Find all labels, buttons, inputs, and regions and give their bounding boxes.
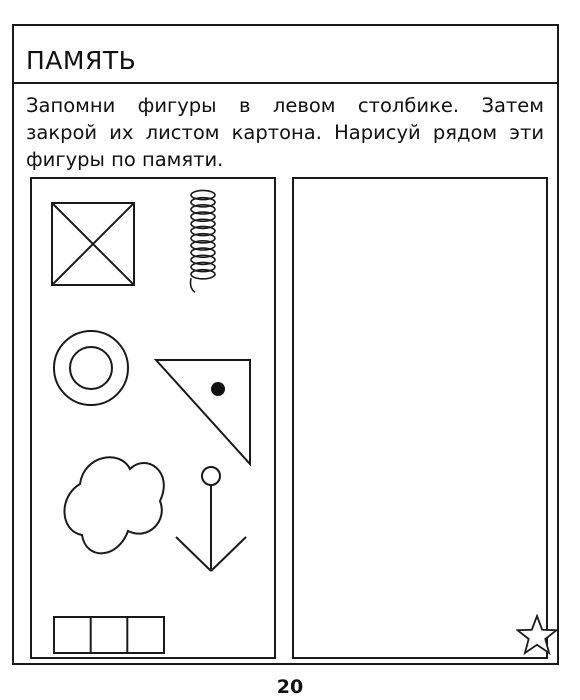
instruction-line-2: закрой их листом картона. Нарисуй рядом эти (26, 121, 544, 144)
exercise-frame (12, 24, 559, 665)
instruction-line-3: фигуры по памяти. (26, 148, 224, 171)
figures-canvas (32, 179, 274, 657)
star-icon (516, 614, 558, 656)
square-with-cross-icon (52, 203, 134, 285)
triangle-with-dot-icon (156, 360, 250, 464)
title-bar (14, 26, 557, 84)
instructions (26, 92, 544, 173)
page-number: 20 (276, 676, 304, 698)
ring-icon (54, 331, 128, 405)
instruction-line-1: Запомни фигуры в левом столбике. Затем (26, 94, 544, 117)
spring-icon (191, 190, 216, 292)
cloud-icon (64, 457, 163, 553)
figures-panel (30, 177, 276, 659)
spring-coils (191, 190, 215, 278)
section-title: ПАМЯТЬ (26, 46, 137, 75)
drawing-area[interactable] (292, 177, 548, 659)
arrow-pin-icon (176, 467, 246, 571)
three-squares-icon (54, 617, 164, 653)
spring-tail (191, 278, 196, 292)
